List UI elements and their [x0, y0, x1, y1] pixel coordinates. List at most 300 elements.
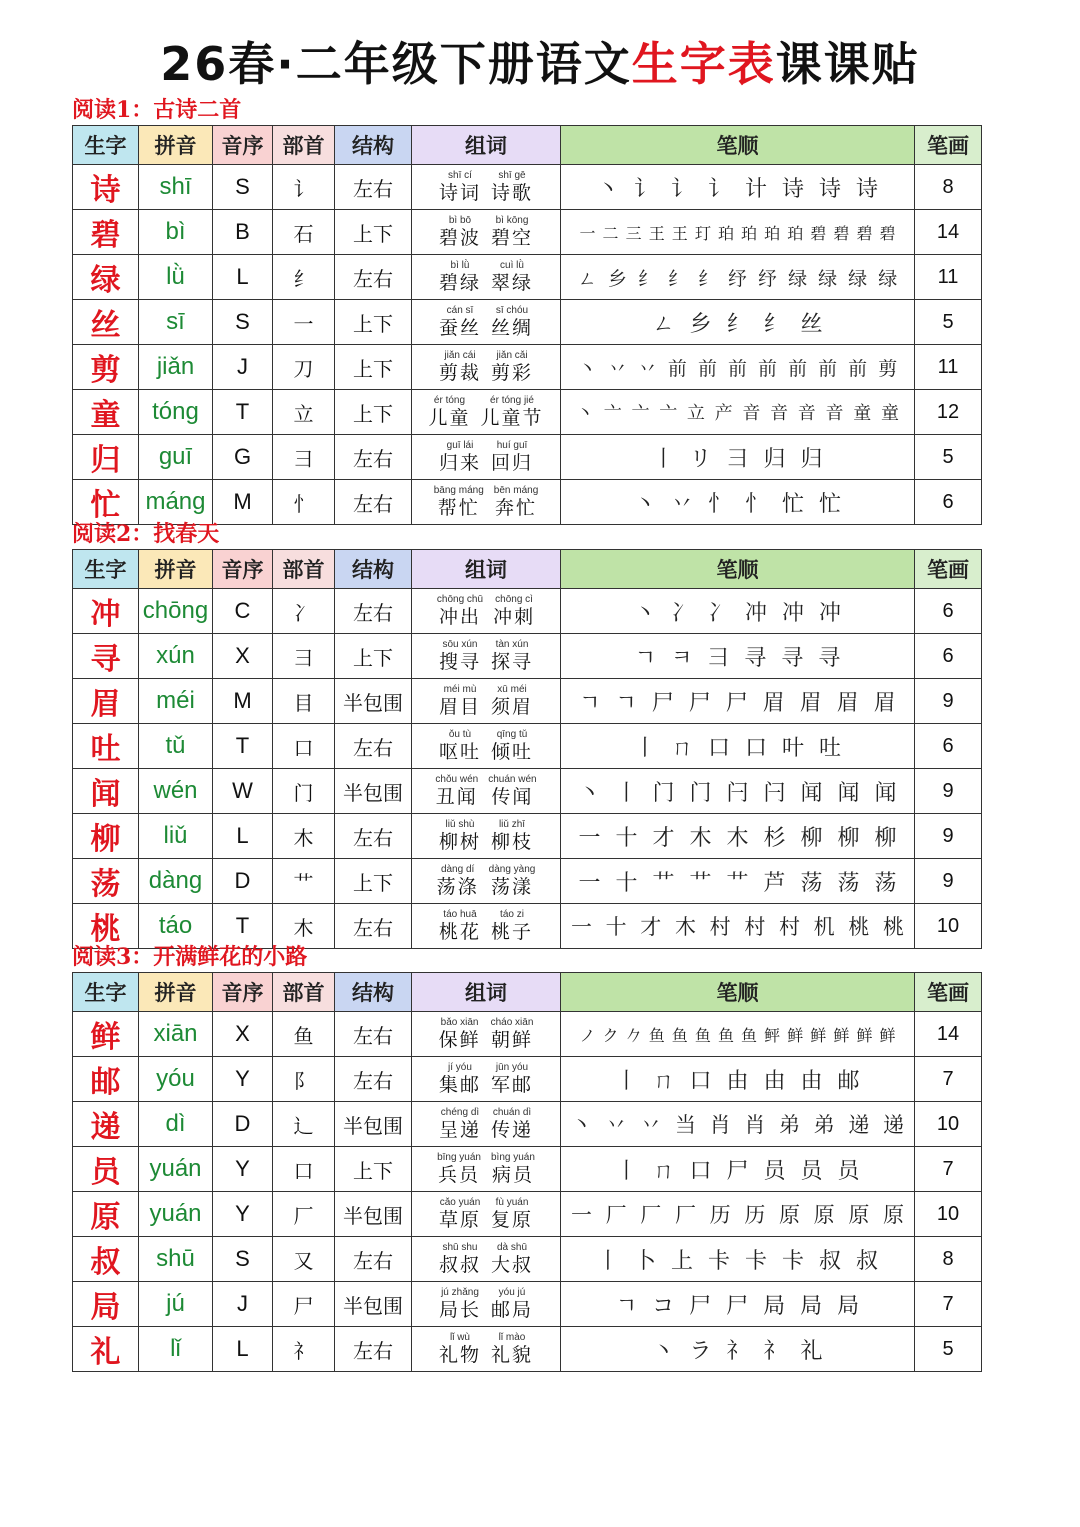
word-hanzi: 荡涤	[436, 876, 479, 898]
word	[439, 910, 481, 942]
stroke-order-cell	[561, 165, 915, 210]
word-hanzi: 搜寻	[438, 651, 481, 673]
words-cell	[412, 435, 561, 480]
header-pinyin: 拼音	[139, 126, 213, 165]
order-cell: S	[213, 1237, 273, 1282]
table-row	[73, 859, 982, 904]
word-hanzi: 礼貌	[491, 1344, 534, 1366]
header-strokes: 笔顺	[561, 126, 915, 165]
words-cell	[412, 859, 561, 904]
words-cell	[412, 1282, 561, 1327]
header-char: 生字	[73, 126, 139, 165]
structure-cell: 上下	[335, 859, 412, 904]
pinyin-cell: shū	[139, 1237, 213, 1282]
table-row	[73, 1282, 982, 1327]
structure-cell: 左右	[335, 589, 412, 634]
stroke-count-cell: 10	[915, 1192, 982, 1237]
word-pinyin: cán sī	[446, 305, 474, 316]
stroke-sequence: ㄱ コ 尸 尸 局 局 局	[615, 1293, 860, 1319]
word-pinyin: jiǎn cǎi	[496, 350, 528, 361]
word-hanzi: 叔叔	[438, 1254, 481, 1276]
word-pinyin: xū méi	[497, 684, 527, 695]
word-pinyin: bìng yuán	[491, 1152, 535, 1163]
radical-cell: 口	[273, 1147, 335, 1192]
radical-cell: 讠	[273, 165, 335, 210]
stroke-sequence: 丶 亠 亠 亠 立 产 音 音 音 音 童 童	[576, 403, 899, 424]
word-hanzi: 诗歌	[491, 182, 534, 204]
stroke-sequence: 丶 丷 丷 当 肖 肖 弟 弟 递 递	[570, 1113, 905, 1137]
structure-cell: 上下	[335, 210, 412, 255]
word-hanzi: 儿童节	[480, 407, 544, 429]
char-cell: 桃	[73, 904, 139, 949]
order-cell: T	[213, 390, 273, 435]
order-cell: S	[213, 300, 273, 345]
table-row	[73, 679, 982, 724]
word	[439, 820, 481, 852]
words-cell	[412, 1237, 561, 1282]
word-hanzi: 冲刺	[493, 606, 536, 628]
header-char: 生字	[73, 550, 139, 589]
word-pinyin: fù yuán	[495, 1197, 529, 1208]
stroke-sequence: 丨 卜 上 卡 卡 卡 叔 叔	[597, 1248, 878, 1274]
table-row	[73, 345, 982, 390]
table-row	[73, 1147, 982, 1192]
table-row	[73, 300, 982, 345]
stroke-order-cell	[561, 1012, 915, 1057]
stroke-count-cell: 5	[915, 1327, 982, 1372]
words-cell	[412, 814, 561, 859]
word-hanzi: 邮局	[491, 1299, 534, 1321]
stroke-order-cell	[561, 634, 915, 679]
pinyin-cell: sī	[139, 300, 213, 345]
header-row	[73, 126, 982, 165]
pinyin-cell: wén	[139, 769, 213, 814]
word-pinyin: dàng yàng	[488, 864, 536, 875]
word-hanzi: 须眉	[491, 696, 534, 718]
pinyin-cell: guī	[139, 435, 213, 480]
structure-cell: 左右	[335, 1327, 412, 1372]
word	[439, 685, 481, 717]
stroke-count-cell: 14	[915, 1012, 982, 1057]
header-pinyin: 拼音	[139, 550, 213, 589]
pinyin-cell: dì	[139, 1102, 213, 1147]
word-pinyin: chéng dì	[440, 1107, 480, 1118]
radical-cell: 木	[273, 814, 335, 859]
pinyin-cell: xún	[139, 634, 213, 679]
char-cell: 原	[73, 1192, 139, 1237]
table-row	[73, 480, 982, 525]
radical-cell: 又	[273, 1237, 335, 1282]
word-hanzi: 眉目	[438, 696, 481, 718]
pinyin-cell: jiǎn	[139, 345, 213, 390]
word-hanzi: 碧空	[491, 227, 534, 249]
word-pinyin: bīng yuán	[437, 1152, 481, 1163]
structure-cell: 左右	[335, 904, 412, 949]
stroke-count-cell: 6	[915, 480, 982, 525]
word-pinyin: lǐ mào	[498, 1332, 526, 1343]
character-table	[72, 972, 982, 1372]
order-cell: L	[213, 814, 273, 859]
header-char: 生字	[73, 973, 139, 1012]
stroke-count-cell: 5	[915, 300, 982, 345]
word	[491, 441, 533, 473]
radical-cell: 冫	[273, 589, 335, 634]
structure-cell: 左右	[335, 1057, 412, 1102]
word	[439, 171, 481, 203]
structure-cell: 左右	[335, 1237, 412, 1282]
character-table	[72, 125, 982, 525]
radical-cell: 木	[273, 904, 335, 949]
char-cell: 闻	[73, 769, 139, 814]
word-hanzi: 诗词	[438, 182, 481, 204]
order-cell: B	[213, 210, 273, 255]
structure-cell: 上下	[335, 1147, 412, 1192]
stroke-count-cell: 10	[915, 1102, 982, 1147]
radical-cell: 立	[273, 390, 335, 435]
section-title: 阅读1：古诗二首	[72, 97, 242, 123]
pinyin-cell: lǐ	[139, 1327, 213, 1372]
radical-cell: 目	[273, 679, 335, 724]
character-table	[72, 549, 982, 949]
words-cell	[412, 769, 561, 814]
header-order: 音序	[213, 973, 273, 1012]
word-hanzi: 复原	[491, 1209, 534, 1231]
stroke-count-cell: 8	[915, 165, 982, 210]
header-row	[73, 973, 982, 1012]
words-cell	[412, 634, 561, 679]
stroke-count-cell: 14	[915, 210, 982, 255]
word	[493, 595, 535, 627]
stroke-sequence: 一 十 才 木 木 杉 柳 柳 柳	[578, 825, 897, 851]
word-hanzi: 保鲜	[438, 1029, 481, 1051]
table-row	[73, 1012, 982, 1057]
word-pinyin: cǎo yuán	[439, 1197, 481, 1208]
header-radical: 部首	[273, 973, 335, 1012]
order-cell: T	[213, 904, 273, 949]
word-hanzi: 柳树	[438, 831, 481, 853]
radical-cell: 一	[273, 300, 335, 345]
word-pinyin: ǒu tù	[448, 729, 472, 740]
stroke-count-cell: 10	[915, 904, 982, 949]
stroke-order-cell	[561, 1282, 915, 1327]
words-cell	[412, 1327, 561, 1372]
stroke-sequence: 丨 ㄇ 口 尸 员 员 员	[615, 1158, 860, 1184]
radical-cell: 门	[273, 769, 335, 814]
word-pinyin: jú zhǎng	[441, 1287, 479, 1298]
words-cell	[412, 165, 561, 210]
word-hanzi: 军邮	[491, 1074, 534, 1096]
stroke-sequence: ㄱ ㄱ 尸 尸 尸 眉 眉 眉 眉	[579, 690, 896, 716]
char-cell: 丝	[73, 300, 139, 345]
header-count: 笔画	[915, 550, 982, 589]
word-pinyin: bēn máng	[493, 485, 539, 496]
word-pinyin: chōng cì	[495, 594, 533, 605]
char-cell: 礼	[73, 1327, 139, 1372]
pinyin-cell: méi	[139, 679, 213, 724]
word	[439, 216, 481, 248]
word-pinyin: jūn yóu	[495, 1062, 529, 1073]
structure-cell: 左右	[335, 165, 412, 210]
title-suffix: 课课贴	[775, 37, 920, 91]
stroke-count-cell: 7	[915, 1057, 982, 1102]
word-pinyin: bǎo xiān	[440, 1017, 479, 1028]
word	[439, 441, 481, 473]
word-hanzi: 碧波	[438, 227, 481, 249]
words-cell	[412, 1102, 561, 1147]
word-pinyin: cuì lǜ	[500, 260, 524, 271]
table-row	[73, 814, 982, 859]
radical-cell: 辶	[273, 1102, 335, 1147]
char-cell: 柳	[73, 814, 139, 859]
words-cell	[412, 589, 561, 634]
structure-cell: 左右	[335, 255, 412, 300]
word	[491, 730, 533, 762]
title-prefix: 26春·二年级下册语文	[160, 37, 632, 91]
word-hanzi: 倾吐	[491, 741, 534, 763]
structure-cell: 上下	[335, 390, 412, 435]
word-hanzi: 朝鲜	[490, 1029, 533, 1051]
header-count: 笔画	[915, 126, 982, 165]
word-pinyin: lǐ wù	[449, 1332, 470, 1343]
stroke-order-cell	[561, 1192, 915, 1237]
word-hanzi: 病员	[491, 1164, 534, 1186]
table-row	[73, 769, 982, 814]
word-hanzi: 剪彩	[491, 362, 534, 384]
word-hanzi: 翠绿	[491, 272, 534, 294]
word	[439, 351, 481, 383]
stroke-order-cell	[561, 255, 915, 300]
structure-cell: 左右	[335, 480, 412, 525]
word-hanzi: 蚕丝	[438, 317, 481, 339]
pinyin-cell: dàng	[139, 859, 213, 904]
word-pinyin: dàng dí	[440, 864, 475, 875]
pinyin-cell: xiān	[139, 1012, 213, 1057]
word-pinyin: cháo xiān	[490, 1017, 534, 1028]
stroke-count-cell: 9	[915, 769, 982, 814]
table-row	[73, 1057, 982, 1102]
order-cell: W	[213, 769, 273, 814]
stroke-sequence: 丨 ㄇ 口 口 叶 吐	[634, 735, 841, 761]
pinyin-cell: chōng	[139, 589, 213, 634]
word-hanzi: 荡漾	[490, 876, 533, 898]
char-cell: 冲	[73, 589, 139, 634]
order-cell: Y	[213, 1147, 273, 1192]
word-hanzi: 冲出	[438, 606, 481, 628]
order-cell: X	[213, 1012, 273, 1057]
stroke-sequence: 丶 讠 讠 讠 计 诗 诗 诗	[597, 176, 878, 202]
word	[491, 910, 533, 942]
word	[488, 775, 536, 807]
word-hanzi: 传闻	[491, 786, 534, 808]
char-cell: 荡	[73, 859, 139, 904]
stroke-count-cell: 9	[915, 679, 982, 724]
header-radical: 部首	[273, 126, 335, 165]
stroke-count-cell: 6	[915, 724, 982, 769]
word-hanzi: 丝绸	[491, 317, 534, 339]
pinyin-cell: yuán	[139, 1192, 213, 1237]
words-cell	[412, 390, 561, 435]
stroke-sequence: 一 二 三 王 王 玎 珀 珀 珀 珀 碧 碧 碧 碧	[579, 223, 896, 243]
word-hanzi: 丑闻	[435, 786, 478, 808]
order-cell: J	[213, 345, 273, 390]
char-cell: 鲜	[73, 1012, 139, 1057]
word-hanzi: 碧绿	[438, 272, 481, 294]
pinyin-cell: shī	[139, 165, 213, 210]
stroke-count-cell: 7	[915, 1282, 982, 1327]
word	[439, 1288, 481, 1320]
structure-cell: 半包围	[335, 769, 412, 814]
stroke-sequence: 丨 ㄇ 口 由 由 由 邮	[615, 1068, 860, 1094]
header-words: 组词	[412, 550, 561, 589]
word-pinyin: shū shu	[442, 1242, 478, 1253]
word-hanzi: 奔忙	[495, 497, 538, 519]
structure-cell: 左右	[335, 814, 412, 859]
table-row	[73, 210, 982, 255]
word	[437, 595, 483, 627]
char-cell: 童	[73, 390, 139, 435]
word	[439, 640, 481, 672]
stroke-order-cell	[561, 1057, 915, 1102]
word-pinyin: bì kōng	[495, 215, 529, 226]
char-cell: 员	[73, 1147, 139, 1192]
char-cell: 吐	[73, 724, 139, 769]
word	[494, 486, 538, 518]
char-cell: 绿	[73, 255, 139, 300]
word	[491, 1198, 533, 1230]
stroke-count-cell: 12	[915, 390, 982, 435]
order-cell: C	[213, 589, 273, 634]
word	[439, 261, 481, 293]
stroke-sequence: 丶 丷 忄 忄 忙 忙	[634, 491, 841, 517]
word-hanzi: 传递	[491, 1119, 534, 1141]
word-pinyin: shī cí	[448, 170, 472, 181]
words-cell	[412, 1057, 561, 1102]
stroke-count-cell: 8	[915, 1237, 982, 1282]
stroke-sequence: 丶 ラ 礻 礻 礼	[652, 1338, 823, 1364]
word-hanzi: 归来	[438, 452, 481, 474]
words-cell	[412, 345, 561, 390]
words-cell	[412, 480, 561, 525]
stroke-order-cell	[561, 345, 915, 390]
word-pinyin: ér tóng jié	[490, 395, 534, 406]
header-pinyin: 拼音	[139, 973, 213, 1012]
word-hanzi: 桃花	[438, 921, 481, 943]
stroke-order-cell	[561, 435, 915, 480]
radical-cell: 彐	[273, 435, 335, 480]
header-structure: 结构	[335, 973, 412, 1012]
word-pinyin: chǒu wén	[435, 774, 479, 785]
order-cell: L	[213, 1327, 273, 1372]
stroke-order-cell	[561, 859, 915, 904]
word-pinyin: jí yóu	[448, 1062, 472, 1073]
char-cell: 忙	[73, 480, 139, 525]
radical-cell: 阝	[273, 1057, 335, 1102]
stroke-sequence: ㄱ ㅋ 彐 寻 寻 寻	[634, 645, 841, 671]
header-structure: 结构	[335, 550, 412, 589]
word	[491, 1153, 535, 1185]
words-cell	[412, 724, 561, 769]
word	[491, 171, 533, 203]
stroke-count-cell: 9	[915, 859, 982, 904]
word	[491, 1063, 533, 1095]
pinyin-cell: bì	[139, 210, 213, 255]
structure-cell: 左右	[335, 1012, 412, 1057]
word-pinyin: tàn xún	[495, 639, 529, 650]
word-pinyin: chōng chū	[436, 594, 484, 605]
word-pinyin: bì lǜ	[450, 260, 470, 271]
order-cell: D	[213, 1102, 273, 1147]
order-cell: M	[213, 480, 273, 525]
word	[491, 1108, 533, 1140]
radical-cell: 艹	[273, 859, 335, 904]
stroke-sequence: 丶 冫 冫 冲 冲 冲	[634, 600, 841, 626]
word	[439, 1018, 481, 1050]
table-row	[73, 589, 982, 634]
word	[481, 396, 544, 428]
words-cell	[412, 679, 561, 724]
words-cell	[412, 1012, 561, 1057]
order-cell: J	[213, 1282, 273, 1327]
words-cell	[412, 255, 561, 300]
stroke-count-cell: 6	[915, 589, 982, 634]
table-row	[73, 1102, 982, 1147]
stroke-count-cell: 11	[915, 255, 982, 300]
word-hanzi: 草原	[438, 1209, 481, 1231]
stroke-order-cell	[561, 480, 915, 525]
table-row	[73, 1192, 982, 1237]
stroke-sequence: 丨 リ ⺕ 归 归	[652, 446, 823, 472]
stroke-order-cell	[561, 1237, 915, 1282]
structure-cell: 半包围	[335, 1192, 412, 1237]
section-title: 阅读3：开满鲜花的小路	[72, 944, 308, 970]
word-pinyin: bāng máng	[433, 485, 484, 496]
word	[491, 351, 533, 383]
radical-cell: 刀	[273, 345, 335, 390]
word-pinyin: chuán wén	[488, 774, 537, 785]
header-row	[73, 550, 982, 589]
radical-cell: 石	[273, 210, 335, 255]
section-reading-2	[72, 519, 982, 949]
words-cell	[412, 210, 561, 255]
word-pinyin: dà shū	[496, 1242, 528, 1253]
radical-cell: 礻	[273, 1327, 335, 1372]
stroke-order-cell	[561, 390, 915, 435]
structure-cell: 半包围	[335, 1282, 412, 1327]
word-pinyin: bì bō	[448, 215, 472, 226]
word	[439, 1063, 481, 1095]
title-highlight: 生字表	[631, 37, 776, 91]
char-cell: 邮	[73, 1057, 139, 1102]
word-pinyin: ér tóng	[433, 395, 466, 406]
order-cell: D	[213, 859, 273, 904]
char-cell: 眉	[73, 679, 139, 724]
word	[491, 216, 533, 248]
word-hanzi: 呕吐	[438, 741, 481, 763]
pinyin-cell: jú	[139, 1282, 213, 1327]
word	[439, 1108, 481, 1140]
word-hanzi: 局长	[438, 1299, 481, 1321]
header-strokes: 笔顺	[561, 550, 915, 589]
char-cell: 剪	[73, 345, 139, 390]
word-hanzi: 柳枝	[491, 831, 534, 853]
table-row	[73, 724, 982, 769]
stroke-order-cell	[561, 724, 915, 769]
word-pinyin: táo zi	[500, 909, 524, 920]
table-row	[73, 1327, 982, 1372]
table-row	[73, 165, 982, 210]
word	[439, 1243, 481, 1275]
stroke-order-cell	[561, 814, 915, 859]
